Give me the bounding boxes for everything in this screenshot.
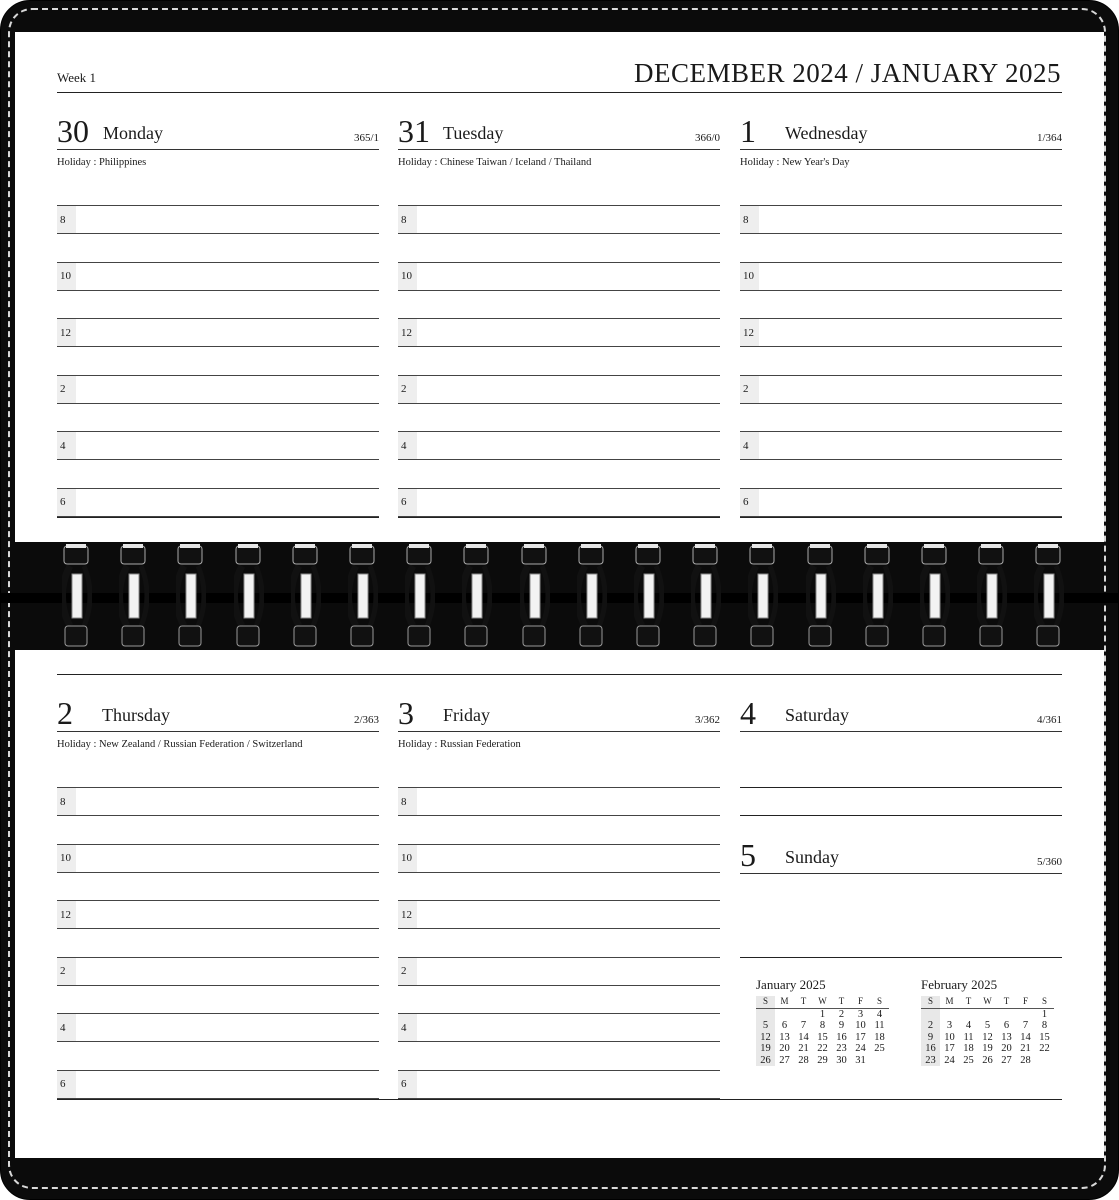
spiral-ring	[1034, 544, 1064, 648]
calendar-date: 17	[944, 1043, 955, 1054]
spiral-ring	[405, 544, 435, 648]
calendar-date: 18	[963, 1043, 974, 1054]
calendar-date	[959, 1008, 978, 1020]
calendar-date	[940, 1008, 959, 1020]
day-number: 5	[740, 837, 756, 873]
calendar-date	[775, 1008, 794, 1020]
spiral-ring	[234, 544, 264, 648]
hour-slots-thursday	[57, 787, 379, 1126]
calendar-date	[921, 1008, 940, 1020]
spiral-ring	[119, 544, 149, 648]
day-header	[57, 113, 379, 150]
hour-label: 12	[57, 901, 76, 928]
hour-slot[interactable]	[57, 1013, 379, 1070]
hour-label: 4	[398, 1014, 417, 1041]
day-column-saturday	[740, 695, 1062, 732]
note-line[interactable]	[740, 815, 1062, 816]
weekday-header: T	[832, 996, 851, 1008]
hour-label: 10	[57, 845, 76, 872]
hour-label: 2	[398, 376, 417, 403]
hour-slot[interactable]	[57, 787, 379, 844]
day-column-tuesday	[398, 113, 720, 171]
hour-label: 2	[398, 958, 417, 985]
day-number: 3	[398, 695, 414, 731]
calendar-date: 22	[1039, 1043, 1050, 1054]
spiral-ring	[520, 544, 550, 648]
hour-label: 12	[740, 319, 759, 346]
calendar-date: 25	[963, 1054, 974, 1066]
hour-slot[interactable]	[57, 957, 379, 1014]
spiral-ring	[462, 544, 492, 648]
hour-slot[interactable]	[398, 262, 720, 319]
hour-slot[interactable]	[57, 262, 379, 319]
holiday-note: Holiday : Russian Federation	[398, 739, 521, 750]
day-name: Friday	[443, 705, 490, 725]
calendar-date: 17	[855, 1031, 866, 1043]
calendar-date: 5	[756, 1020, 775, 1032]
spiral-ring	[691, 544, 721, 648]
hour-slot[interactable]	[57, 1070, 379, 1127]
hour-label: 6	[740, 489, 759, 516]
hour-label: 2	[57, 376, 76, 403]
spiral-ring	[348, 544, 378, 648]
hour-label: 8	[740, 206, 759, 233]
day-count: 1/364	[1036, 132, 1062, 144]
weekday-header: S	[921, 996, 940, 1008]
calendar-date: 15	[1039, 1031, 1050, 1043]
calendar-date: 19	[982, 1043, 993, 1054]
hour-label: 6	[398, 489, 417, 516]
calendar-date: 9	[838, 1020, 845, 1031]
day-header	[398, 695, 720, 732]
hour-label: 6	[57, 489, 76, 516]
calendar-date: 16	[836, 1031, 847, 1043]
calendar-date: 21	[1020, 1043, 1031, 1054]
calendar-date: 11	[963, 1031, 974, 1043]
calendar-date: 12	[982, 1031, 993, 1043]
day-number: 30	[57, 113, 89, 149]
weekday-header: S	[870, 996, 889, 1008]
calendar-date: 12	[756, 1032, 775, 1044]
day-number: 2	[57, 695, 73, 731]
hour-slot[interactable]	[57, 431, 379, 488]
calendar-date: 11	[874, 1020, 885, 1031]
spiral-ring	[176, 544, 206, 648]
day-name: Saturday	[785, 705, 849, 725]
calendar-date: 14	[1020, 1031, 1031, 1043]
day-number: 1	[740, 113, 756, 149]
hour-slot[interactable]	[398, 318, 720, 375]
day-count: 3/362	[694, 714, 720, 726]
hour-label: 6	[57, 1071, 76, 1098]
weekday-header: T	[794, 996, 813, 1008]
spiral-ring	[977, 544, 1007, 648]
header-rule	[57, 92, 1062, 93]
hour-slot[interactable]	[740, 431, 1062, 488]
calendar-date: 6	[781, 1020, 788, 1031]
hour-slots-monday	[57, 205, 379, 544]
hour-slot[interactable]	[740, 318, 1062, 375]
day-count: 365/1	[353, 132, 379, 144]
hour-slot[interactable]	[740, 375, 1062, 432]
bottom-page-top-rule	[57, 674, 1062, 675]
hour-label: 10	[398, 845, 417, 872]
hour-label: 4	[57, 1014, 76, 1041]
hour-slot[interactable]	[57, 318, 379, 375]
hour-slot[interactable]	[398, 205, 720, 262]
hour-label: 8	[398, 206, 417, 233]
day-column-monday	[57, 113, 379, 171]
hour-slot[interactable]	[740, 262, 1062, 319]
hour-slot[interactable]	[57, 900, 379, 957]
hour-slot[interactable]	[57, 375, 379, 432]
hour-slot[interactable]	[740, 488, 1062, 545]
calendar-date	[756, 1008, 775, 1020]
hour-label: 8	[57, 206, 76, 233]
calendar-date: 13	[779, 1031, 790, 1043]
calendar-date: 26	[982, 1054, 993, 1066]
calendar-date	[794, 1008, 813, 1020]
calendar-date: 21	[798, 1043, 809, 1054]
calendar-date	[1035, 1055, 1054, 1067]
weekday-header: M	[775, 996, 794, 1008]
day-column-thursday	[57, 695, 379, 753]
calendar-date: 22	[817, 1043, 828, 1054]
calendar-date	[870, 1055, 889, 1067]
weekday-header: S	[756, 996, 775, 1008]
note-line[interactable]	[740, 787, 1062, 788]
calendar-date: 4	[876, 1008, 883, 1020]
calendar-date: 25	[874, 1043, 885, 1054]
calendar-date: 13	[1001, 1031, 1012, 1043]
hour-slots-wednesday	[740, 205, 1062, 544]
hour-label: 2	[740, 376, 759, 403]
hour-slot[interactable]	[398, 488, 720, 545]
calendar-date: 9	[921, 1032, 940, 1044]
spiral-ring	[634, 544, 664, 648]
calendar-date: 7	[800, 1020, 807, 1031]
calendar-date: 30	[836, 1054, 847, 1066]
day-count: 366/0	[694, 132, 720, 144]
holiday-note: Holiday : Philippines	[57, 157, 147, 168]
day-header	[57, 695, 379, 732]
calendar-date: 29	[817, 1054, 828, 1066]
hour-label: 4	[740, 432, 759, 459]
calendar-date: 24	[944, 1054, 955, 1066]
hour-slot[interactable]	[57, 844, 379, 901]
hour-label: 12	[398, 319, 417, 346]
day-count: 2/363	[353, 714, 379, 726]
day-name: Tuesday	[443, 123, 504, 143]
day-header	[740, 837, 1062, 874]
calendar-date: 2	[921, 1020, 940, 1032]
bottom-page-bottom-rule	[57, 1099, 1062, 1100]
weekday-header: W	[978, 996, 997, 1008]
hour-slot[interactable]	[398, 375, 720, 432]
calendar-date: 20	[779, 1043, 790, 1054]
calendar-date: 1	[1041, 1008, 1048, 1020]
calendar-date: 26	[756, 1055, 775, 1067]
spiral-ring	[62, 544, 92, 648]
spiral-ring	[748, 544, 778, 648]
spiral-ring	[863, 544, 893, 648]
hour-label: 10	[740, 263, 759, 290]
day-header	[398, 113, 720, 150]
hour-slot[interactable]	[398, 844, 720, 901]
week-label: Week 1	[57, 70, 97, 85]
hour-slot[interactable]	[398, 957, 720, 1014]
calendar-date: 10	[855, 1020, 866, 1031]
hour-label: 2	[57, 958, 76, 985]
weekday-header: M	[940, 996, 959, 1008]
mini-calendar-january	[756, 977, 889, 1066]
day-name: Monday	[103, 123, 163, 143]
spiral-ring	[920, 544, 950, 648]
hour-slot[interactable]	[398, 1013, 720, 1070]
column-bottom-rule	[57, 517, 379, 518]
calendar-date	[978, 1008, 997, 1020]
day-name: Wednesday	[785, 123, 868, 143]
calendar-date: 8	[1041, 1020, 1048, 1031]
column-bottom-rule	[740, 517, 1062, 518]
day-column-friday	[398, 695, 720, 753]
calendar-date: 10	[944, 1031, 955, 1043]
calendar-date: 5	[984, 1020, 991, 1031]
calendar-date: 18	[874, 1031, 885, 1043]
hour-label: 8	[57, 788, 76, 815]
hour-slots-friday	[398, 787, 720, 1126]
holiday-note: Holiday : New Year's Day	[740, 157, 850, 168]
hour-label: 10	[57, 263, 76, 290]
calendar-date: 6	[1003, 1020, 1010, 1031]
mini-calendar-title: January 2025	[756, 977, 826, 992]
calendar-date: 28	[1020, 1054, 1031, 1066]
calendar-date: 15	[817, 1031, 828, 1043]
calendar-date: 2	[838, 1008, 845, 1020]
hour-label: 6	[398, 1071, 417, 1098]
mini-calendar-title: February 2025	[921, 977, 998, 992]
hour-label: 4	[57, 432, 76, 459]
weekday-header: F	[851, 996, 870, 1008]
hour-label: 10	[398, 263, 417, 290]
weekday-header: S	[1035, 996, 1054, 1008]
calendar-date	[997, 1008, 1016, 1020]
calendar-date: 31	[855, 1054, 866, 1066]
calendar-date: 23	[836, 1043, 847, 1054]
hour-label: 8	[398, 788, 417, 815]
day-number: 31	[398, 113, 430, 149]
hour-slot[interactable]	[398, 787, 720, 844]
hour-slot[interactable]	[57, 205, 379, 262]
spiral-ring	[291, 544, 321, 648]
calendar-date: 23	[921, 1055, 940, 1067]
mini-calendar-february	[921, 977, 1054, 1066]
holiday-note: Holiday : Chinese Taiwan / Iceland / Thailand	[398, 157, 592, 168]
hour-slot[interactable]	[398, 1070, 720, 1127]
calendar-date: 20	[1001, 1043, 1012, 1054]
note-line[interactable]	[740, 957, 1062, 958]
calendar-date: 19	[756, 1043, 775, 1055]
hour-slot[interactable]	[740, 205, 1062, 262]
spiral-ring	[577, 544, 607, 648]
spiral-ring	[806, 544, 836, 648]
day-name: Sunday	[785, 847, 839, 867]
weekday-header: T	[997, 996, 1016, 1008]
day-name: Thursday	[102, 705, 170, 725]
hour-slot[interactable]	[57, 488, 379, 545]
page-title: DECEMBER 2024 / JANUARY 2025	[633, 58, 1061, 88]
hour-slots-tuesday	[398, 205, 720, 544]
day-column-sunday	[740, 837, 1062, 874]
calendar-date: 1	[819, 1008, 826, 1020]
day-header	[740, 695, 1062, 732]
day-header	[740, 113, 1062, 150]
calendar-date: 14	[798, 1031, 809, 1043]
calendar-date: 27	[779, 1054, 790, 1066]
weekday-header: W	[813, 996, 832, 1008]
calendar-date: 8	[819, 1020, 826, 1031]
day-count: 4/361	[1036, 714, 1062, 726]
calendar-date: 7	[1022, 1020, 1029, 1031]
hour-slot[interactable]	[398, 431, 720, 488]
calendar-date: 4	[965, 1020, 972, 1031]
hour-label: 4	[398, 432, 417, 459]
weekday-header: F	[1016, 996, 1035, 1008]
calendar-date: 24	[855, 1043, 866, 1054]
hour-label: 12	[398, 901, 417, 928]
calendar-date: 3	[946, 1020, 953, 1031]
calendar-date: 3	[857, 1008, 864, 1020]
weekday-header: T	[959, 996, 978, 1008]
spiral-binding-wire	[0, 593, 1119, 603]
day-number: 4	[740, 695, 756, 731]
calendar-date: 27	[1001, 1054, 1012, 1066]
day-count: 5/360	[1036, 856, 1062, 868]
hour-label: 12	[57, 319, 76, 346]
column-bottom-rule	[398, 517, 720, 518]
day-column-wednesday	[740, 113, 1062, 171]
calendar-date: 16	[921, 1043, 940, 1055]
hour-slot[interactable]	[398, 900, 720, 957]
holiday-note: Holiday : New Zealand / Russian Federation / Switzerland	[57, 739, 303, 750]
calendar-date	[1016, 1008, 1035, 1020]
calendar-date: 28	[798, 1054, 809, 1066]
